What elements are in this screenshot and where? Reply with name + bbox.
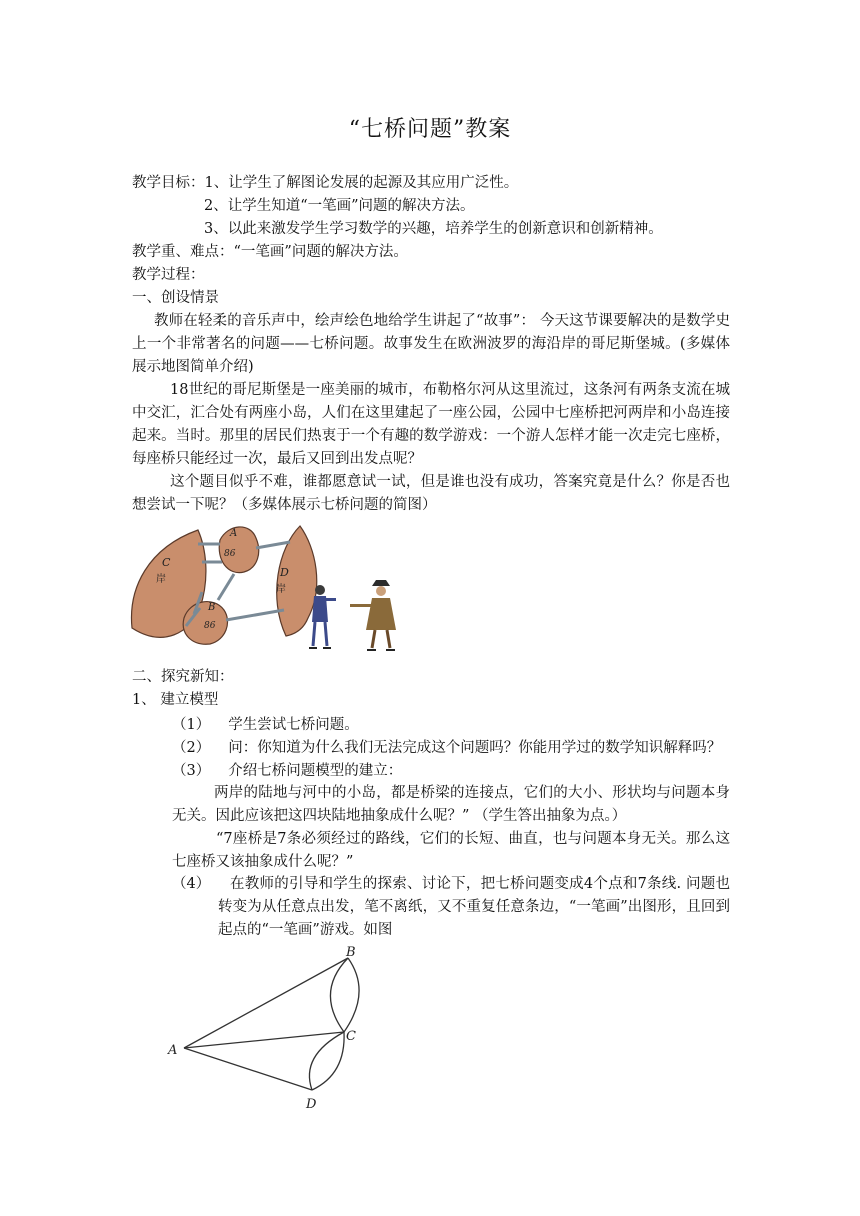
objective-item-3: 3、以此来激发学生学习数学的兴趣，培养学生的创新意识和创新精神。 bbox=[204, 221, 663, 237]
label-b-number: 86 bbox=[204, 621, 216, 631]
objectives-label: 教学目标： bbox=[132, 175, 205, 191]
label-a-number: 86 bbox=[224, 549, 236, 559]
step-item-1 bbox=[172, 714, 359, 736]
edge-b-c-left bbox=[330, 958, 348, 1032]
label-a: A bbox=[230, 528, 238, 539]
step-item-4-number: （4） bbox=[172, 876, 211, 892]
section1-paragraph-3: 这个题目似乎不难，谁都愿意试一试，但是谁也没有成功，答案究竟是什么？你是否也想尝试一下呢？（多媒体展示七桥问题的简图） bbox=[132, 474, 730, 513]
edge-b-c-right bbox=[344, 958, 359, 1032]
section1-paragraph-2: 18世纪的哥尼斯堡是一座美丽的城市，布勒格尔河从这里流过，这条河有两条支流在城中交汇，汇合处有两座小岛，人们在这里建起了一座公园，公园中七座桥把河两岸和小岛连接起来。当时。那里的居民们热衷于一个有趣的数学游戏：一个游人怎样才能一次走完七座桥，每座桥只能经过一次，最后又回到出发点呢？ bbox=[132, 382, 730, 467]
section1-paragraph-1: 教师在轻柔的音乐声中，绘声绘色地给学生讲起了“故事”： 今天这节课要解决的是数学史上一个非常著名的问题——七桥问题。故事发生在欧洲波罗的海沿岸的哥尼斯堡城。(多媒体展示地图简单介绍) bbox=[132, 313, 730, 375]
page-title: “七桥问题”教案 bbox=[348, 117, 512, 142]
step-item-3 bbox=[172, 760, 402, 782]
step-item-1-number: （1） bbox=[172, 717, 211, 733]
section1-heading: 一、创设情景 bbox=[132, 290, 219, 306]
seven-bridges-map bbox=[128, 518, 413, 660]
person-figure-right bbox=[350, 580, 396, 650]
step-item-4-text: 在教师的引导和学生的探索、讨论下，把七桥问题变成4个点和7条线. 问题也转变为从任意点出发，笔不离纸，又不重复任意条边，“一笔画”出图形，且回到起点的“一笔画”游戏。如图 bbox=[218, 876, 730, 938]
label-d-shore: 岸 bbox=[276, 584, 286, 595]
label-d: D bbox=[280, 566, 289, 579]
section2-heading: 二、探究新知： bbox=[132, 669, 234, 685]
step-item-3-text: 介绍七桥问题模型的建立： bbox=[228, 763, 403, 779]
objective-line-1 bbox=[132, 172, 518, 194]
step-item-1-text: 学生尝试七桥问题。 bbox=[228, 717, 359, 733]
edge-c-d-left bbox=[309, 1032, 344, 1090]
edge-a-d bbox=[184, 1048, 312, 1090]
label-c: C bbox=[162, 556, 171, 569]
bridge-abstraction-paragraph: “7座桥是7条必须经过的路线，它们的长短、曲直，也与问题本身无关。那么这七座桥又该抽象成什么呢？” bbox=[172, 831, 730, 870]
label-c-shore: 岸 bbox=[156, 574, 166, 585]
edge-c-d-right bbox=[312, 1032, 344, 1090]
process-label: 教学过程： bbox=[132, 267, 205, 283]
land-abstraction-paragraph: 两岸的陆地与河中的小岛，都是桥梁的连接点，它们的大小、形状均与问题本身无关。因此应该把这四块陆地抽象成什么呢？” （学生答出抽象为点。） bbox=[172, 785, 730, 824]
seven-bridges-graph bbox=[160, 944, 380, 1116]
label-b: B bbox=[208, 602, 216, 613]
step-item-2-text: 问：你知道为什么我们无法完成这个问题吗？你能用学过的数学知识解释吗？ bbox=[228, 740, 722, 756]
graph-label-c: C bbox=[346, 1029, 356, 1044]
graph-label-a: A bbox=[168, 1043, 178, 1058]
key-points: 教学重、难点：“一笔画”问题的解决方法。 bbox=[132, 244, 408, 260]
graph-label-b: B bbox=[346, 945, 356, 960]
objective-item-1: 1、让学生了解图论发展的起源及其应用广泛性。 bbox=[204, 175, 519, 191]
step-item-3-number: （3） bbox=[172, 763, 211, 779]
graph-label-d: D bbox=[306, 1097, 317, 1112]
section2-subheading: 1、 建立模型 bbox=[132, 692, 219, 708]
step-item-2-number: （2） bbox=[172, 740, 211, 756]
step-item-2 bbox=[172, 737, 721, 759]
objective-item-2: 2、让学生知道“一笔画”问题的解决方法。 bbox=[204, 198, 475, 214]
